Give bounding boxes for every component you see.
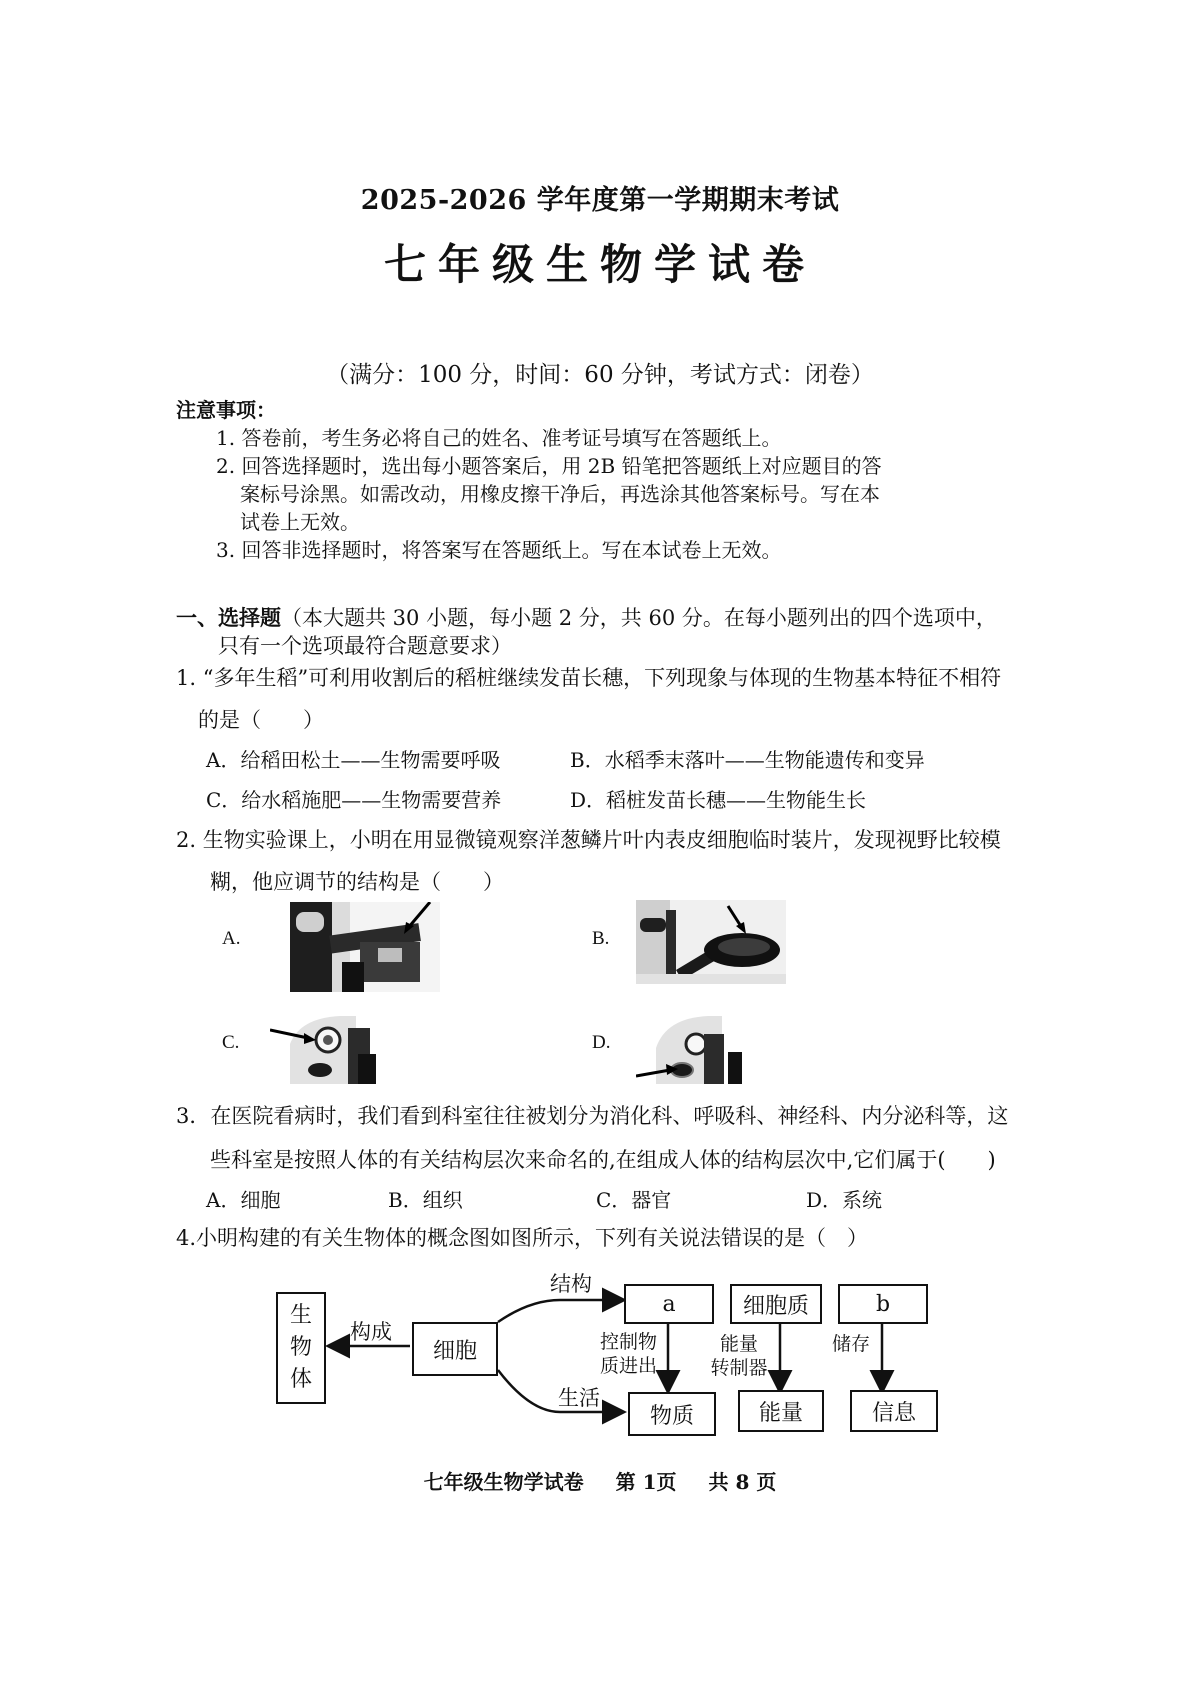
matter-box: 物质 <box>628 1392 716 1436</box>
box-b: b <box>838 1284 928 1324</box>
note-item: 试卷上无效。 <box>240 510 360 534</box>
q3-stem: 3．在医院看病时，我们看到科室往往被划分为消化科、呼吸科、神经科、内分泌科等，这 <box>176 1104 1009 1128</box>
life-arrow <box>498 1370 622 1412</box>
q4-stem: 4.小明构建的有关生物体的概念图如图所示，下列有关说法错误的是（ ） <box>176 1226 869 1250</box>
structure-arrow <box>498 1300 622 1322</box>
control-label <box>600 1330 657 1378</box>
exam-title: 七年级生物学试卷 <box>383 240 816 289</box>
control-label-line: 质进出 <box>600 1355 658 1377</box>
notes-heading: 注意事项： <box>176 398 276 422</box>
microscope-photo-c <box>270 1014 376 1084</box>
page-footer <box>0 1466 1200 1495</box>
store-label: 储存 <box>832 1333 871 1355</box>
section-description-cont: 只有一个选项最符合题意要求） <box>218 634 512 658</box>
section-description: （本大题共 30 小题，每小题 2 分，共 60 分。在每小题列出的四个选项中， <box>281 606 997 630</box>
q2-stem: 2. 生物实验课上，小明在用显微镜观察洋葱鳞片叶内表皮细胞临时装片，发现视野比较模 <box>176 828 1001 852</box>
footer-total-pages: 共 8 页 <box>708 1470 777 1494</box>
info-box: 信息 <box>850 1390 938 1432</box>
footer-page-number: 第 1页 <box>615 1470 677 1494</box>
microscope-photo-d <box>636 1014 746 1084</box>
section-heading <box>176 602 997 632</box>
note-item: 案标号涂黑。如需改动，用橡皮擦干净后，再选涂其他答案标号。写在本 <box>240 482 880 506</box>
q3-option-a: A．细胞 <box>206 1188 281 1212</box>
life-label: 生活 <box>558 1386 600 1410</box>
microscope-photo-b <box>636 900 786 984</box>
q2-label-c: C. <box>222 1032 240 1053</box>
organism-char: 体 <box>289 1367 312 1392</box>
q2-label-b: B. <box>592 928 610 949</box>
q2-label-d: D. <box>592 1032 611 1053</box>
structure-label: 结构 <box>550 1272 592 1296</box>
q3-stem-cont: 些科室是按照人体的有关结构层次来命名的,在组成人体的结构层次中,它们属于( ) <box>210 1148 996 1172</box>
organism-char: 生 <box>289 1303 312 1328</box>
energy-box: 能量 <box>738 1390 824 1432</box>
microscope-photo-a <box>290 902 440 992</box>
exam-subtitle: 2025-2026 学年度第一学期期末考试 <box>360 185 840 216</box>
q1-option-c: C．给水稻施肥——生物需要营养 <box>206 788 502 812</box>
q3-option-d: D．系统 <box>806 1188 883 1212</box>
energy-converter-line: 转制器 <box>710 1357 768 1379</box>
q2-label-a: A. <box>222 928 241 949</box>
exam-info: （满分：100 分，时间：60 分钟，考试方式：闭卷） <box>326 362 874 388</box>
note-item: 1. 答卷前，考生务必将自己的姓名、准考证号填写在答题纸上。 <box>216 426 782 450</box>
organism-char: 物 <box>289 1335 312 1360</box>
q1-stem: 1. “多年生稻”可利用收割后的稻桩继续发苗长穗，下列现象与体现的生物基本特征不相符 <box>176 666 1002 690</box>
energy-converter-label <box>706 1332 772 1380</box>
cell-box: 细胞 <box>412 1322 498 1376</box>
q1-stem-cont: 的是（ ） <box>198 708 324 732</box>
energy-converter-line: 能量 <box>719 1333 758 1355</box>
note-item: 2. 回答选择题时，选出每小题答案后，用 2B 铅笔把答题纸上对应题目的答 <box>216 454 882 478</box>
footer-exam-name: 七年级生物学试卷 <box>423 1470 584 1494</box>
box-a: a <box>624 1284 714 1324</box>
compose-label: 构成 <box>350 1320 392 1344</box>
cytoplasm-box: 细胞质 <box>730 1284 822 1324</box>
section-title: 一、选择题 <box>176 605 281 630</box>
q1-option-a: A．给稻田松土——生物需要呼吸 <box>206 748 501 772</box>
q3-option-b: B．组织 <box>388 1188 463 1212</box>
q3-option-c: C．器官 <box>596 1188 672 1212</box>
control-label-line: 控制物 <box>600 1331 658 1353</box>
q1-option-b: B．水稻季末落叶——生物能遗传和变异 <box>570 748 925 772</box>
q1-option-d: D．稻桩发苗长穗——生物能生长 <box>570 788 867 812</box>
organism-box <box>276 1292 326 1404</box>
note-item: 3. 回答非选择题时，将答案写在答题纸上。写在本试卷上无效。 <box>216 538 782 562</box>
q2-stem-cont: 糊，他应调节的结构是（ ） <box>210 870 504 894</box>
